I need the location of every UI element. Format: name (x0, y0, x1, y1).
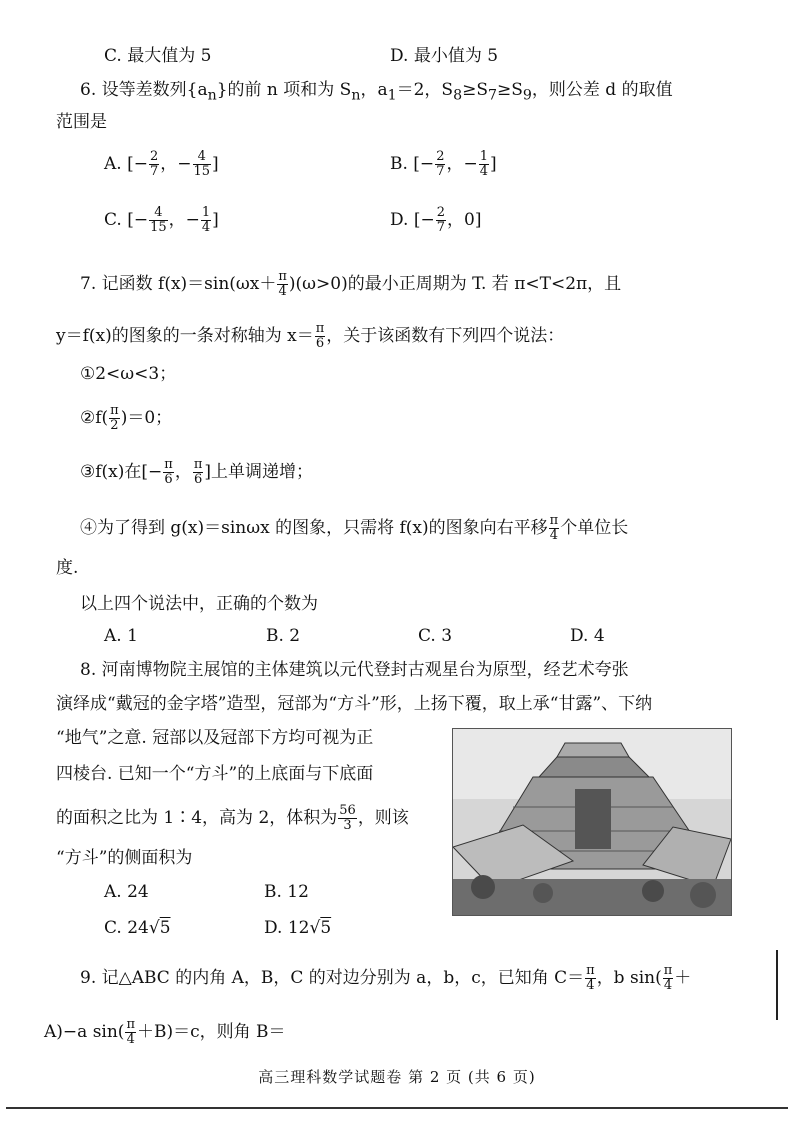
q7-option-a: A. 1 (104, 626, 138, 646)
q9-stem-line2: A)−a sin( $\frac{\pi}{4}$ ＋B)＝c，则角 B＝ (44, 1017, 286, 1047)
q8-stem-line5: 的面积之比为 1∶4，高为 2，体积为 $\frac{56}{3}$ ，则该 (56, 803, 409, 833)
q8-stem-line3: “地气”之意. 冠部以及冠部下方均可视为正 (56, 728, 374, 748)
q7-statement-4: ④为了得到 g(x)＝sinωx 的图象，只需将 f(x)的图象向右平移 $\frac{\pi}{4}$ 个单位长 (80, 513, 629, 543)
q7-stem-line2: y＝f(x)的图象的一条对称轴为 x＝ $\frac{\pi}{6}$ ，关于该函数有下列四个说法： (56, 321, 565, 351)
q7-option-d: D. 4 (570, 626, 605, 646)
q7-stem-line1: 7. 记函数 f(x)＝sin(ωx＋ $\frac{\pi}{4}$ )(ω>0)的最小正周期为 T. 若 π<T<2π，且 (80, 269, 622, 299)
museum-building-illustration (453, 729, 731, 915)
q8-option-a: A. 24 (104, 882, 149, 902)
bottom-rule (6, 1107, 788, 1109)
q6-stem-line2: 范围是 (56, 112, 107, 132)
q5-option-d: D. 最小值为 5 (390, 46, 499, 66)
q6-option-a: A. [− $\frac{2}{7}$ ，− $\frac{4}{15}$ ] (104, 149, 219, 179)
q6-stem-line1: 6. 设等差数列$\{a_n\}$的前 n 项和为 $S_n$，$a_1=2$，$S_8\ge S_7\ge S_9$，则公差 d 的取值 (80, 80, 673, 104)
q8-stem-line2: 演绎成“戴冠的金字塔”造型，冠部为“方斗”形，上扬下覆，取上承“甘露”、下纳 (56, 694, 653, 714)
q6-option-b: B. [− $\frac{2}{7}$ ，− $\frac{1}{4}$ ] (390, 149, 497, 179)
q8-option-b: B. 12 (264, 882, 309, 902)
q7-option-b: B. 2 (266, 626, 301, 646)
q8-stem-line6: “方斗”的侧面积为 (56, 848, 193, 868)
page-footer: 高三理科数学试题卷 第 2 页 (共 6 页) (258, 1068, 536, 1086)
q8-option-d: D. 12√5 (264, 918, 332, 938)
q6-option-c: C. [− $\frac{4}{15}$ ，− $\frac{1}{4}$ ] (104, 205, 219, 235)
q8-stem-line4: 四棱台. 已知一个“方斗”的上底面与下底面 (56, 764, 374, 784)
q7-statement-4-cont: 度. (56, 558, 79, 578)
q8-stem-line1: 8. 河南博物院主展馆的主体建筑以元代登封古观星台为原型，经艺术夸张 (80, 660, 629, 680)
q9-stem-line1: 9. 记△ABC 的内角 A，B，C 的对边分别为 a，b，c，已知角 C＝ $\frac{\pi}{4}$ ，b sin( $\frac{\pi}{4}$ ＋ (80, 963, 692, 993)
margin-mark (776, 950, 778, 1020)
q7-statement-1: ①2<ω<3； (80, 364, 177, 384)
q7-option-c: C. 3 (418, 626, 453, 646)
q7-statement-2: ②f( $\frac{\pi}{2}$ )＝0； (80, 403, 173, 433)
museum-building-photo (452, 728, 732, 916)
q5-option-c: C. 最大值为 5 (104, 46, 212, 66)
q7-question: 以上四个说法中，正确的个数为 (80, 594, 318, 614)
q8-option-c: C. 24√5 (104, 918, 171, 938)
q7-statement-3: ③f(x)在[− $\frac{\pi}{6}$ ， $\frac{\pi}{6}$ ]上单调递增； (80, 457, 313, 487)
q6-option-d: D. [− $\frac{2}{7}$ ，0] (390, 205, 482, 235)
